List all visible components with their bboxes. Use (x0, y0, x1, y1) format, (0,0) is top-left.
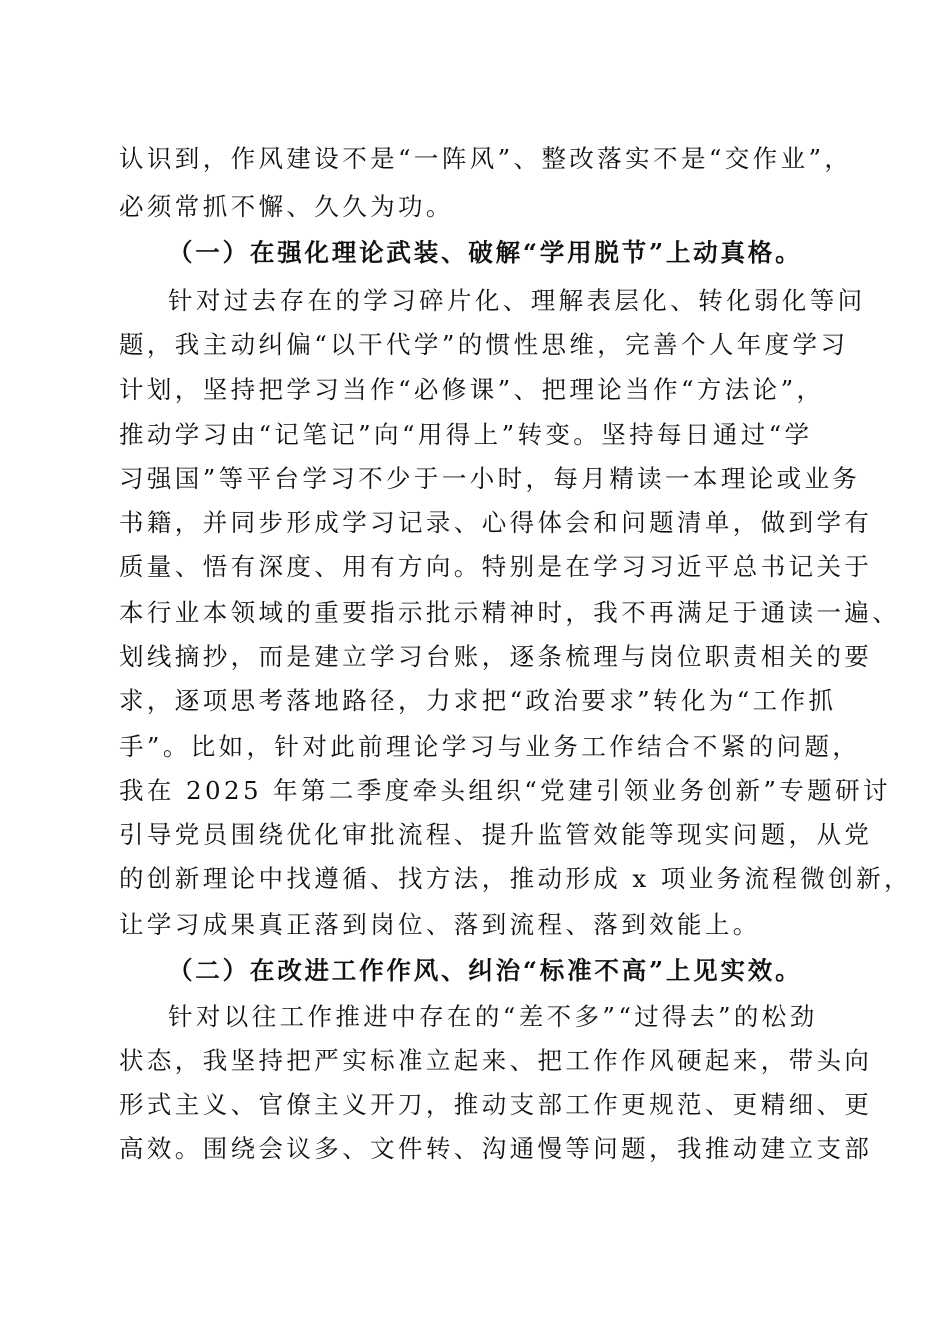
section-heading-2: （二）在改进工作作风、纠治“标准不高”上见实效。 (168, 956, 803, 985)
body-text-line: 计划，坚持把学习当作“必修课”、把理论当作“方法论”， (119, 375, 825, 404)
body-text-line: 划线摘抄，而是建立学习台账，逐条梳理与岗位职责相关的要 (119, 642, 873, 671)
body-text-line: 高效。围绕会议多、文件转、沟通慢等问题，我推动建立支部 (119, 1134, 873, 1163)
body-text-line: 引导党员围绕优化审批流程、提升监管效能等现实问题，从党 (119, 820, 873, 849)
body-text-line: 让学习成果真正落到岗位、落到流程、落到效能上。 (119, 910, 761, 939)
body-text-line: 题，我主动纠偏“以干代学”的惯性思维，完善个人年度学习 (119, 330, 849, 359)
body-text-line: 状态，我坚持把严实标准立起来、把工作作风硬起来，带头向 (119, 1046, 873, 1075)
body-text-line: 认识到，作风建设不是“一阵风”、整改落实不是“交作业”， (119, 144, 853, 173)
body-text-line: 针对以往工作推进中存在的“差不多”“过得去”的松劲 (168, 1002, 818, 1031)
body-text-line: 本行业本领域的重要指示批示精神时，我不再满足于通读一遍、 (119, 598, 901, 627)
section-heading-1: （一）在强化理论武装、破解“学用脱节”上动真格。 (168, 238, 803, 267)
body-text-line: 我在 2025 年第二季度牵头组织“党建引领业务创新”专题研讨 (119, 776, 891, 805)
body-text-line: 的创新理论中找遵循、找方法，推动形成 x 项业务流程微创新， (119, 864, 912, 893)
body-text-line: 手”。比如，针对此前理论学习与业务工作结合不紧的问题， (119, 732, 861, 761)
body-text-line: 习强国”等平台学习不少于一小时，每月精读一本理论或业务 (119, 464, 861, 493)
body-text-line: 求，逐项思考落地路径，力求把“政治要求”转化为“工作抓 (119, 686, 837, 715)
body-text-line: 形式主义、官僚主义开刀，推动支部工作更规范、更精细、更 (119, 1090, 873, 1119)
body-text-line: 针对过去存在的学习碎片化、理解表层化、转化弱化等问 (168, 286, 866, 315)
body-text-line: 必须常抓不懈、久久为功。 (119, 192, 454, 221)
body-text-line: 书籍，并同步形成学习记录、心得体会和问题清单，做到学有 (119, 508, 873, 537)
body-text-line: 推动学习由“记笔记”向“用得上”转变。坚持每日通过“学 (119, 420, 813, 449)
body-text-line: 质量、悟有深度、用有方向。特别是在学习习近平总书记关于 (119, 552, 873, 581)
